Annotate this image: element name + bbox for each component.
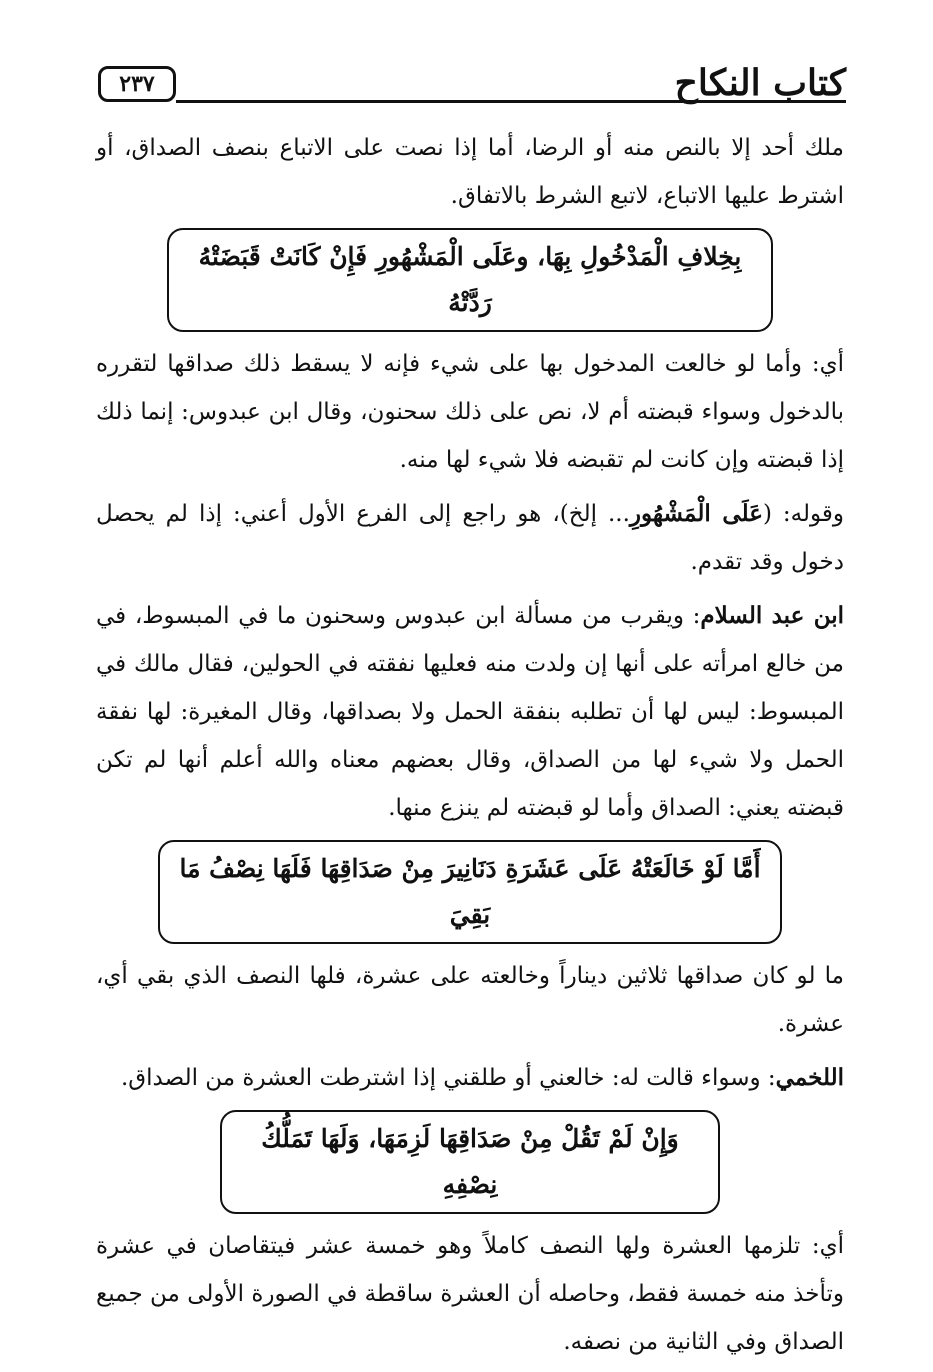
paragraph: أي: تلزمها العشرة ولها النصف كاملاً وهو خمسة عشر فيتقاصان في عشرة وتأخذ منه خمسة فقط، وحاصله أن العشرة ساقطة في الصورة الأولى من جميع الصداق وفي الثانية من نصفه. xyxy=(96,1233,844,1355)
book-title: كتاب النكاح xyxy=(674,62,846,104)
paragraph: ملك أحد إلا بالنص منه أو الرضا، أما إذا نصت على الاتباع بنصف الصداق، أو اشترط عليها الاتباع، لاتبع الشرط بالاتفاق. xyxy=(96,135,844,209)
matn-verse-box: أَمَّا لَوْ خَالَعَتْهُ عَلَى عَشَرَةِ دَنَانِيرَ مِنْ صَدَاقِهَا فَلَهَا نِصْفُ مَا بَقِيَ xyxy=(158,840,782,944)
page-body xyxy=(96,124,844,1372)
page-number: ٢٣٧ xyxy=(98,66,176,102)
author-name: اللخمي xyxy=(775,1064,844,1091)
author-text: : ويقرب من مسألة ابن عبدوس وسحنون ما في المبسوط، في من خالع امرأته على أنها إن ولدت منه فعليها نفقته في الحولين، فقال مالك في المبسوط: ليس لها أن تطلبه بنفقة الحمل ولا بصداقها، وقال المغيرة: لها نفقة الحمل ولا شيء لها من الصداق، وقال بعضهم معناه والله أعلم أنها لم تكن قبضته يعني: الصداق وأما لو قبضته لم ينزع منها. xyxy=(96,603,844,821)
author-name: ابن عبد السلام xyxy=(700,602,844,629)
paragraph: ما لو كان صداقها ثلاثين ديناراً وخالعته على عشرة، فلها النصف الذي بقي أي، عشرة. xyxy=(96,963,844,1037)
quote-prefix: وقوله: ( xyxy=(762,501,845,527)
paragraph-with-author xyxy=(96,1054,844,1102)
quoted-matn: عَلَى الْمَشْهُورِ xyxy=(629,500,763,527)
page-header xyxy=(98,60,846,130)
quote-suffix: ... إلخ)، هو راجع إلى الفرع الأول أعني: إذا لم يحصل دخول وقد تقدم. xyxy=(96,501,844,575)
paragraph: أي: وأما لو خالعت المدخول بها على شيء فإنه لا يسقط ذلك صداقها لتقرره بالدخول وسواء قبضته أم لا، نص على ذلك سحنون، وقال ابن عبدوس: إنما ذلك إذا قبضته وإن كانت لم تقبضه فلا شيء لها منه. xyxy=(96,351,844,473)
paragraph-with-author xyxy=(96,592,844,832)
matn-verse-box: وَإِنْ لَمْ تَقُلْ مِنْ صَدَاقِهَا لَزِمَهَا، وَلَهَا تَمَلُّكُ نِصْفِهِ xyxy=(220,1110,720,1214)
paragraph-with-quote xyxy=(96,490,844,586)
matn-verse-box: بِخِلافِ الْمَدْخُولِ بِهَا، وعَلَى الْمَشْهُورِ فَإِنْ كَانَتْ قَبَضَتْهُ رَدَّتْهُ xyxy=(167,228,773,332)
author-text: : وسواء قالت له: خالعني أو طلقني إذا اشترطت العشرة من الصداق. xyxy=(121,1065,776,1091)
